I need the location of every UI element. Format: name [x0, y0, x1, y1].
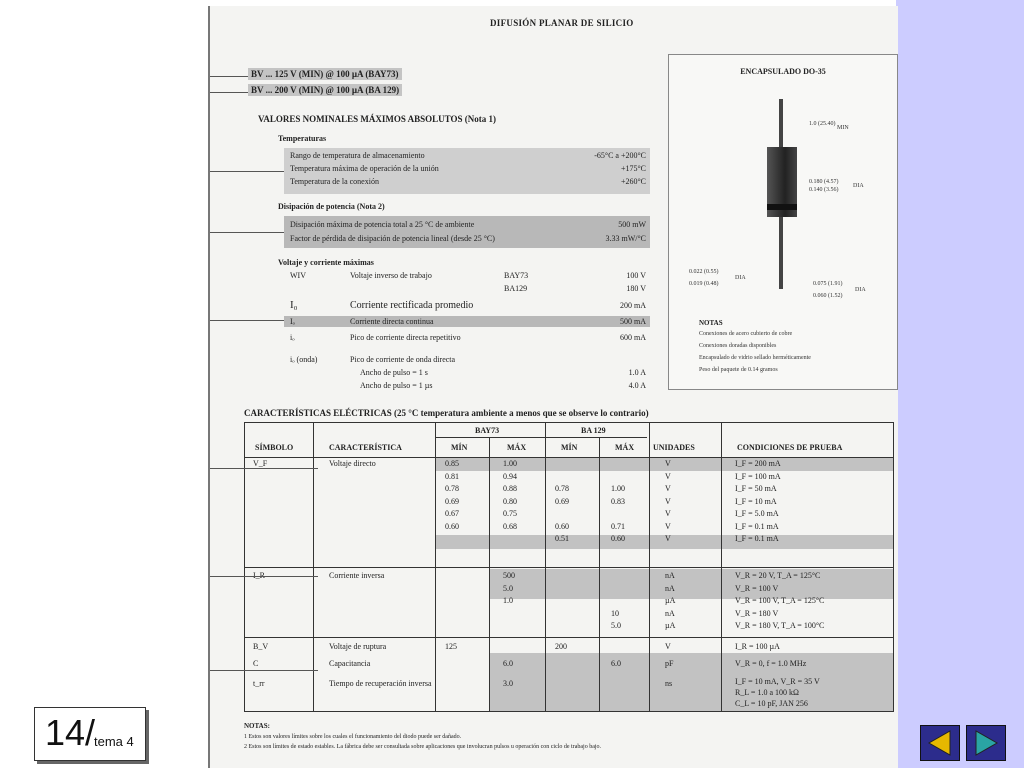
table-value: V_R = 100 V	[735, 583, 779, 593]
row-highlight	[489, 653, 893, 711]
row-highlight	[489, 569, 893, 599]
dim-label: 0.075 (1.91)	[813, 281, 843, 287]
dim-label: MIN	[837, 125, 849, 131]
table-value: 200	[555, 642, 567, 651]
table-value: pF	[665, 659, 674, 668]
table-value: 5.0	[611, 621, 621, 630]
power-row: Factor de pérdida de disipación de potencia lineal (desde 25 °C) 3.33 mW/°C	[290, 234, 646, 243]
cathode-band	[767, 204, 797, 210]
next-slide-button[interactable]	[966, 725, 1006, 761]
datasheet-scan	[208, 6, 898, 768]
bv-line-2: BV ... 200 V (MIN) @ 100 µA (BA 129)	[248, 84, 402, 96]
table-value: 125	[445, 642, 457, 651]
table-value: 0.68	[503, 521, 517, 531]
row-divider	[245, 567, 893, 568]
table-value: I_F = 5.0 mA	[735, 509, 779, 518]
arrow-right-icon	[967, 726, 1005, 760]
slide-number: 14/	[45, 712, 96, 753]
slide-topic: tema 4	[94, 734, 134, 749]
temps-title: Temperaturas	[278, 134, 327, 143]
col-header-symbol: SÍMBOLO	[255, 443, 294, 452]
power-block	[284, 216, 650, 248]
table-value: 1.00	[503, 459, 517, 468]
characteristic-cell: Voltaje de ruptura	[329, 642, 387, 651]
pointer-line	[210, 92, 248, 93]
table-value: V	[665, 521, 671, 531]
table-value: ns	[665, 679, 673, 688]
footnote: 2 Estos son límites de estado estables. La fábrica debe ser consultada sobre aplicaciones que involucran pulsos u operación con ciclo de trabajo bajo.	[244, 744, 602, 750]
table-value: 500	[503, 571, 515, 580]
dim-label: 0.022 (0.55)	[689, 269, 719, 275]
package-note: Conexiones doradas disponibles	[699, 343, 777, 349]
table-value: 0.71	[611, 521, 625, 531]
table-value: 10	[611, 608, 619, 618]
table-value: I_R = 100 µA	[735, 642, 780, 651]
col-header-units: UNIDADES	[653, 443, 695, 452]
characteristic-cell: Capacitancia	[329, 659, 371, 668]
table-value: 6.0	[503, 659, 513, 668]
row-divider	[435, 437, 647, 438]
package-drawing	[668, 54, 898, 390]
table-value: V	[665, 484, 671, 493]
table-value: I_F = 10 mA	[735, 496, 777, 506]
table-value: V	[665, 534, 671, 543]
lead-bottom	[779, 217, 783, 289]
dim-label: DIA	[853, 183, 864, 189]
pointer-line	[210, 232, 284, 233]
volt-row: iₒ Pico de corriente directa repetitivo 600 mA	[290, 333, 646, 342]
table-value: I_F = 0.1 mA	[735, 521, 779, 531]
table-value: 0.81	[445, 471, 459, 481]
side-panel	[896, 0, 1024, 768]
table-value: V_R = 180 V, T_A = 100°C	[735, 621, 825, 630]
condition-cell: C_L = 10 pF, JAN 256	[735, 699, 808, 708]
pointer-line	[210, 320, 284, 321]
table-value: 6.0	[611, 659, 621, 668]
power-row: Disipación máxima de potencia total a 25 °C de ambiente 500 mW	[290, 220, 646, 229]
col-header-max: MÁX	[615, 443, 635, 452]
characteristic-cell: Corriente inversa	[329, 571, 385, 580]
table-value: nA	[665, 583, 675, 593]
arrow-left-icon	[921, 726, 959, 760]
table-value: 0.51	[555, 534, 569, 543]
table-value: 0.83	[611, 496, 625, 506]
dim-label: 1.0 (25.40)	[809, 121, 836, 127]
lead-top	[779, 99, 783, 147]
bv-line-1: BV ... 125 V (MIN) @ 100 µA (BAY73)	[248, 68, 402, 80]
col-header-characteristic: CARACTERÍSTICA	[329, 443, 402, 452]
package-title: ENCAPSULADO DO-35	[740, 67, 826, 76]
col-divider	[599, 437, 600, 711]
table-value: V	[665, 496, 671, 506]
table-value: µA	[665, 621, 676, 630]
dim-label: DIA	[735, 275, 746, 281]
table-value: µA	[665, 596, 676, 605]
table-value: V	[665, 509, 671, 518]
table-value: I_F = 100 mA	[735, 471, 781, 481]
package-note: Conexiones de acero cubierto de cobre	[699, 331, 793, 337]
table-value: 0.60	[555, 521, 569, 531]
previous-slide-button[interactable]	[920, 725, 960, 761]
table-value: 0.88	[503, 484, 517, 493]
row-highlight	[435, 535, 893, 549]
volt-row: I₀ Corriente rectificada promedio 200 mA	[290, 299, 646, 311]
table-value: V_R = 20 V, T_A = 125°C	[735, 571, 821, 580]
col-header-max: MÁX	[507, 443, 527, 452]
volt-row: WIV Voltaje inverso de trabajo BAY73 100 V	[290, 271, 646, 280]
col-header-conditions: CONDICIONES DE PRUEBA	[737, 443, 843, 452]
table-value: 1.0	[503, 596, 513, 605]
table-value: 1.00	[611, 484, 625, 493]
notes-title: NOTAS:	[244, 722, 270, 730]
volt-row: Ancho de pulso = 1 µs 4.0 A	[360, 381, 646, 390]
col-header-ba129: BA 129	[581, 426, 606, 435]
temp-row: Temperatura de la conexión +260°C	[290, 177, 646, 186]
row-divider	[245, 457, 893, 458]
col-divider	[489, 437, 490, 711]
characteristic-cell: Tiempo de recuperación inversa	[329, 679, 432, 688]
table-value: 0.78	[445, 484, 459, 493]
volt-block	[284, 270, 650, 400]
table-value: 0.78	[555, 484, 569, 493]
table-value: V	[665, 471, 671, 481]
table-value: 0.67	[445, 509, 459, 518]
power-title: Disipación de potencia (Nota 2)	[278, 202, 385, 211]
table-value: 0.75	[503, 509, 517, 518]
table-value: 0.94	[503, 471, 517, 481]
table-value: 0.60	[445, 521, 459, 531]
table-value: nA	[665, 608, 675, 618]
symbol-cell: C	[253, 659, 259, 668]
doc-title: DIFUSIÓN PLANAR DE SILICIO	[490, 18, 634, 28]
pointer-line	[210, 76, 248, 77]
temp-row: Rango de temperatura de almacenamiento -65°C a +200°C	[290, 151, 646, 160]
package-notes-title: NOTAS	[699, 319, 723, 327]
section-max-ratings: VALORES NOMINALES MÁXIMOS ABSOLUTOS (Nota 1)	[258, 114, 496, 124]
volt-title: Voltaje y corriente máximas	[278, 258, 374, 267]
pointer-line	[210, 576, 318, 577]
table-value: 0.69	[555, 496, 569, 506]
dim-label: 0.019 (0.48)	[689, 281, 719, 287]
volt-row: Ancho de pulso = 1 s 1.0 A	[360, 368, 646, 377]
table-value: V_R = 100 V, T_A = 125°C	[735, 596, 825, 605]
volt-row: BA129 180 V	[504, 284, 646, 293]
table-value: 5.0	[503, 583, 513, 593]
table-value: 0.80	[503, 496, 517, 506]
row-divider	[245, 637, 893, 638]
temp-row: Temperatura máxima de operación de la unión +175°C	[290, 164, 646, 173]
table-value: 0.85	[445, 459, 459, 468]
table-value: nA	[665, 571, 675, 580]
package-note: Peso del paquete de 0.14 gramos	[699, 367, 778, 373]
pointer-line	[210, 171, 284, 172]
table-value: V	[665, 642, 671, 651]
pointer-line	[210, 468, 318, 469]
table-value: V_R = 180 V	[735, 608, 779, 618]
table-value: 0.69	[445, 496, 459, 506]
volt-row: iₒ (onda) Pico de corriente de onda directa	[290, 355, 456, 364]
section-electrical: CARACTERÍSTICAS ELÉCTRICAS (25 °C temperatura ambiente a menos que se observe lo contrario)	[244, 408, 649, 418]
dim-label: 0.140 (3.56)	[809, 187, 839, 193]
col-header-min: MÍN	[561, 443, 578, 452]
symbol-cell: t_rr	[253, 679, 265, 688]
table-value: 0.60	[611, 534, 625, 543]
dim-label: 0.180 (4.57)	[809, 179, 839, 185]
temps-block	[284, 148, 650, 194]
table-value: 3.0	[503, 679, 513, 688]
condition-cell: I_F = 10 mA, V_R = 35 V	[735, 677, 820, 686]
table-value: V	[665, 459, 671, 468]
col-header-bay73: BAY73	[475, 426, 500, 435]
table-value: I_F = 0.1 mA	[735, 534, 779, 543]
package-note: Encapsulado de vidrio sellado herméticamente	[699, 355, 811, 361]
table-value: I_F = 200 mA	[735, 459, 781, 468]
symbol-cell: B_V	[253, 642, 269, 651]
footnote: 1 Estos son valores límites sobre los cuales el funcionamiento del diodo puede ser dañado.	[244, 734, 462, 740]
pointer-line	[210, 670, 318, 671]
dim-label: DIA	[855, 287, 866, 293]
table-value: V_R = 0, f = 1.0 MHz	[735, 659, 807, 668]
dim-label: 0.060 (1.52)	[813, 293, 843, 299]
col-header-min: MÍN	[451, 443, 468, 452]
volt-row: Iₒ Corriente directa continua 500 mA	[284, 316, 650, 327]
slide-number-box	[34, 707, 146, 761]
table-value: I_F = 50 mA	[735, 484, 777, 493]
symbol-cell: V_F	[253, 459, 268, 468]
condition-cell: R_L = 1.0 a 100 kΩ	[735, 688, 799, 697]
electrical-characteristics-table	[244, 422, 894, 712]
characteristic-cell: Voltaje directo	[329, 459, 376, 468]
